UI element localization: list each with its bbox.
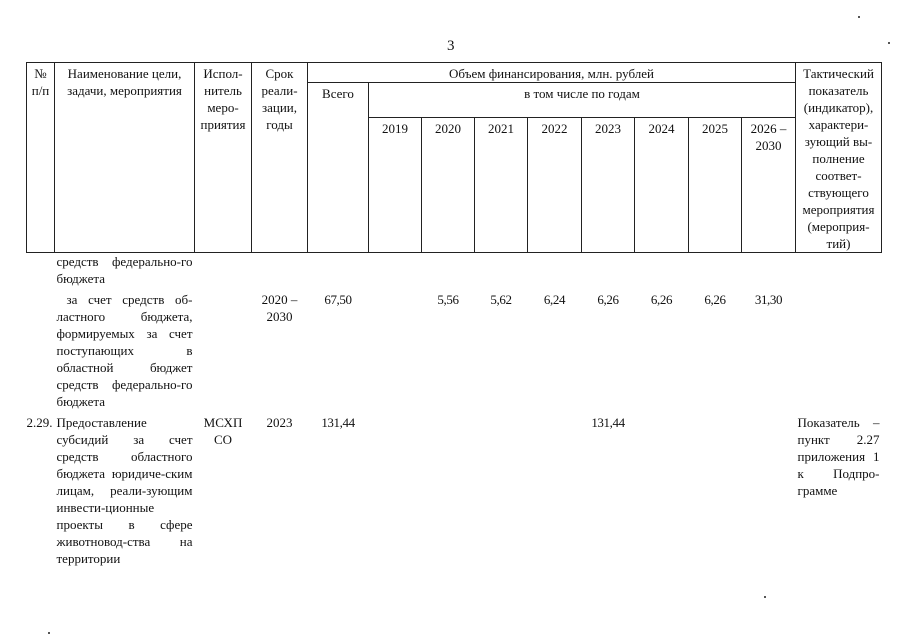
header-year: 2022 (528, 118, 582, 253)
row-year-value (582, 253, 635, 288)
row-year-value: 31,30 (754, 292, 783, 307)
row-num (27, 253, 55, 288)
header-indicator: Тактический показатель (индикатор), характери-зующий вы-полнение соответ-ствующего мероприятия (мероприя-тий) (796, 63, 882, 253)
row-year-value (635, 410, 689, 567)
row-year-value (528, 253, 582, 288)
header-year: 2025 (689, 118, 742, 253)
header-year: 2019 (369, 118, 422, 253)
header-year: 2026 – 2030 (742, 118, 796, 253)
row-year-value (528, 410, 582, 567)
row-year-value (475, 253, 528, 288)
header-volume: Объем финансирования, млн. рублей (308, 63, 796, 83)
header-by-years: в том числе по годам (369, 83, 796, 118)
scan-speck (764, 596, 766, 598)
row-year-value (689, 253, 742, 288)
row-name: за счет средств об-ластного бюджета, формируемых за счет поступающих в областной бюджет средств федерально-го бюджета (56, 292, 193, 409)
row-year-value (422, 253, 475, 288)
row-year-value (422, 410, 475, 567)
table-row (27, 410, 882, 567)
row-term: 2020 – 2030 (261, 292, 298, 324)
row-year-value (369, 253, 422, 288)
row-year-value (369, 410, 422, 567)
row-num: 2.29. (26, 415, 53, 430)
row-term: 2023 (266, 415, 293, 430)
row-executor (195, 287, 252, 410)
row-indicator (796, 287, 882, 410)
row-indicator (796, 253, 882, 288)
row-term (252, 253, 308, 288)
header-year: 2021 (475, 118, 528, 253)
page-number: 3 (447, 38, 455, 54)
header-year: 2020 (422, 118, 475, 253)
header-total: Всего (308, 83, 369, 253)
financing-table (26, 62, 882, 567)
row-total: 131,44 (321, 415, 355, 430)
row-num (27, 287, 55, 410)
row-year-value (475, 410, 528, 567)
header-name: Наименование цели, задачи, мероприятия (55, 63, 195, 253)
row-year-value: 6,26 (704, 292, 726, 307)
header-term: Срок реали-зации, годы (252, 63, 308, 253)
table-row (27, 287, 882, 410)
row-executor: МСХП СО (203, 415, 243, 447)
row-year-value: 6,26 (597, 292, 619, 307)
row-year-value: 5,62 (490, 292, 512, 307)
row-name: Предоставление субсидий за счет средств областного бюджета юридиче-ским лицам, реали-зующим инвести-ционные проекты в сфере животновод-ства на территории (56, 415, 193, 566)
row-year-value (689, 410, 742, 567)
header-num: № п/п (27, 63, 55, 253)
header-year: 2024 (635, 118, 689, 253)
row-year-value (742, 253, 796, 288)
row-name: средств федерально-го бюджета (56, 254, 193, 286)
row-indicator: Показатель – пункт 2.27 приложения 1 к Подпро-грамме (797, 415, 880, 498)
row-total (308, 253, 369, 288)
header-executor: Испол-нитель меро-приятия (195, 63, 252, 253)
scan-speck (858, 16, 860, 18)
header-year: 2023 (582, 118, 635, 253)
row-year-value (369, 287, 422, 410)
row-year-value: 6,24 (543, 292, 566, 307)
row-year-value (742, 410, 796, 567)
row-year-value: 5,56 (437, 292, 459, 307)
row-total: 67,50 (324, 292, 352, 307)
scan-speck (888, 42, 890, 44)
row-year-value (635, 253, 689, 288)
table-row (27, 253, 882, 288)
row-year-value: 6,26 (650, 292, 673, 307)
row-executor (195, 253, 252, 288)
row-year-value: 131,44 (591, 415, 625, 430)
scan-speck (48, 632, 50, 634)
